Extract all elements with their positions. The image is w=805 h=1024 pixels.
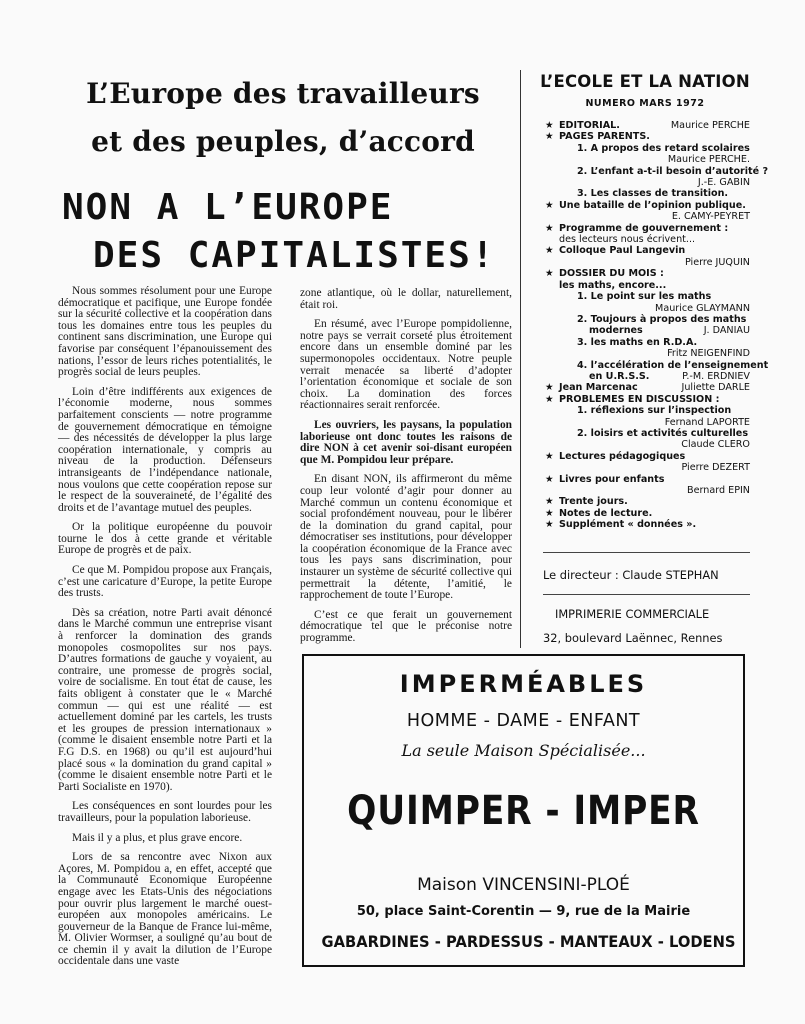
table-of-contents [545, 120, 769, 531]
star-icon [545, 417, 559, 428]
article-paragraph: En résumé, avec l’Europe pompidolienne, notre pays se verrait corseté plus étroitement encore dans un ensemble dominé par les supermonopoles occidentaux. Notre peuple verrait menacée sa liberté d’adopter l’orientation économique et sociale de son choix. La domination des forces réactionnaires serait renforcée. [300, 318, 512, 412]
ad-maison: Maison VINCENSINI-PLOÉ [417, 875, 630, 895]
toc-entry [545, 291, 750, 302]
article-paragraph: Ce que M. Pompidou propose aux Français, c’est une caricature d’Europe, la petite Europe des trusts. [58, 564, 272, 600]
star-icon [545, 325, 559, 336]
article-paragraph: Les ouvriers, les paysans, la population laborieuse ont donc toutes les raisons de dire NON à cet avenir soi-disant européen que M. Pompidou leur prépare. [300, 418, 512, 466]
star-icon [545, 360, 559, 371]
star-icon: ★ [545, 268, 554, 280]
toc-author: Maurice PERCHE. [667, 154, 750, 166]
toc-title: les maths en R.D.A. [590, 336, 698, 348]
toc-entry [545, 223, 750, 234]
toc-title: L’enfant a-t-il besoin d’autorité ? [590, 165, 769, 177]
toc-author: Fernand LAPORTE [664, 416, 750, 428]
toc-entry [545, 211, 750, 222]
star-icon [545, 337, 559, 348]
toc-entry [545, 143, 750, 154]
toc-entry [545, 245, 750, 256]
ad-tagline: La seule Maison Spécialisée... [401, 741, 646, 760]
toc-entry [545, 371, 750, 382]
toc-entry [545, 474, 750, 485]
article-column-left [58, 286, 272, 976]
star-icon [545, 439, 559, 450]
toc-entry [545, 417, 750, 428]
toc-entry [545, 268, 750, 279]
star-icon [545, 291, 559, 302]
toc-entry [545, 177, 750, 188]
toc-subtitle: les maths, encore... [559, 279, 667, 291]
toc-entry [545, 303, 750, 314]
star-icon: ★ [545, 473, 554, 485]
toc-author: Pierre DEZERT [681, 462, 750, 474]
toc-number: 2. [577, 313, 588, 325]
column-divider [520, 70, 521, 648]
ad-products: GABARDINES - PARDESSUS - MANTEAUX - LODENS [321, 932, 736, 951]
toc-title: Jean Marcenac [559, 382, 638, 394]
toc-author: Juliette DARLE [681, 382, 750, 394]
star-icon [545, 280, 559, 291]
toc-title: Le point sur les maths [590, 291, 712, 303]
toc-title: l’accélération de l’enseignement [590, 359, 769, 371]
ad-brand: QUIMPER - IMPER [347, 788, 700, 834]
directeur-line: Le directeur : Claude STEPHAN [543, 568, 719, 582]
toc-title: loisirs et activités culturelles [590, 427, 749, 439]
toc-title: Livres pour enfants [559, 473, 665, 485]
toc-title: DOSSIER DU MOIS : [559, 268, 664, 280]
star-icon [545, 188, 559, 199]
toc-entry [545, 325, 750, 336]
toc-entry [545, 120, 750, 131]
star-icon [545, 166, 559, 177]
toc-author: J.-E. GABIN [697, 177, 750, 189]
toc-title: réflexions sur l’inspection [590, 405, 732, 417]
toc-entry [545, 165, 769, 177]
headline-line-3: NON A L’EUROPE [62, 187, 394, 228]
imprimerie-name: IMPRIMERIE COMMERCIALE [555, 607, 710, 621]
divider [543, 552, 750, 553]
ad-title: IMPERMÉABLES [399, 670, 648, 698]
toc-entry [545, 508, 750, 519]
toc-author: Claude CLERO [681, 439, 750, 451]
article-paragraph: zone atlantique, où le dollar, naturellement, était roi. [300, 287, 512, 311]
toc-entry [545, 154, 750, 165]
advertisement-box [302, 654, 745, 967]
toc-entry [545, 359, 769, 371]
toc-title: PROBLEMES EN DISCUSSION : [559, 393, 720, 405]
star-icon [545, 348, 559, 359]
imprimerie-address: 32, boulevard Laënnec, Rennes [543, 631, 723, 645]
star-icon [545, 485, 559, 496]
article-paragraph: Les conséquences en sont lourdes pour les travailleurs, pour la population laborieuse. [58, 800, 272, 824]
toc-entry [545, 348, 750, 359]
toc-entry [545, 462, 750, 473]
star-icon [545, 303, 559, 314]
toc-author: Pierre JUQUIN [684, 256, 750, 268]
star-icon: ★ [545, 120, 554, 131]
star-icon [545, 257, 559, 268]
toc-entry [545, 280, 750, 291]
toc-number: 3. [577, 336, 588, 348]
star-icon [545, 211, 559, 222]
toc-entry [545, 405, 750, 416]
toc-title: Lectures pédagogiques [559, 450, 686, 462]
article-paragraph: C’est ce que ferait un gouvernement démocratique tel que le préconise notre programme. [300, 608, 512, 645]
toc-number: 1. [577, 142, 588, 154]
toc-number: 2. [577, 165, 588, 177]
star-icon: ★ [545, 450, 554, 462]
article-column-middle [300, 288, 512, 653]
star-icon: ★ [545, 519, 554, 531]
toc-title: Une bataille de l’opinion publique. [559, 199, 746, 211]
star-icon [545, 428, 559, 439]
toc-author: Fritz NEIGENFIND [667, 348, 750, 360]
toc-entry [545, 131, 750, 142]
article-paragraph: Nous sommes résolument pour une Europe démocratique et pacifique, une Europe fondée sur la sécurité collective et la coopération dans tous les domaines entre tous les peuples du continent sans discrimination, une Europe qui favorise par conséquent l’épanouissement des nations, l’essor de leurs riches potentialités, le progrès social de leurs peuples. [58, 285, 272, 379]
toc-author: J. DANIAU [703, 325, 750, 337]
toc-entry [545, 428, 750, 439]
toc-number: 2. [577, 427, 588, 439]
toc-entry [545, 451, 750, 462]
star-icon: ★ [545, 393, 554, 405]
ad-address: 50, place Saint-Corentin — 9, rue de la Mairie [356, 904, 691, 919]
toc-entry [545, 234, 750, 245]
toc-title: PAGES PARENTS. [559, 131, 650, 143]
toc-title: A propos des retard scolaires [590, 142, 750, 154]
star-icon: ★ [545, 222, 554, 234]
revue-issue: NUMERO MARS 1972 [585, 98, 705, 109]
toc-title: modernes [589, 325, 643, 337]
toc-entry [545, 519, 750, 530]
article-paragraph: Dès sa création, notre Parti avait dénoncé dans le Marché commun une entreprise visant à renforcer la domination des grands monopoles cosmopolites sur nos pays. D’autres formations de gauche y voyaient, au contraire, une promesse de progrès social, voire de socialisme. En tout état de cause, les faits obligent à constater que le « Marché commun — qui est une réalité — est actuellement dominé par les cartels, les trusts et les groupes de pression internationaux » (comme le disaient ensemble notre Parti et la F.G D.S. en 1968) ou qu’il est aujourd’hui placé sous « la domination du grand capital » (comme le disaient ensemble notre Parti et le Parti Socialiste en 1970). [58, 606, 272, 793]
star-icon: ★ [545, 382, 554, 394]
toc-author: E. CAMY-PEYRET [671, 211, 750, 223]
toc-entry [545, 439, 750, 450]
headline-line-4: DES CAPITALISTES! [93, 235, 496, 276]
star-icon [545, 234, 559, 245]
toc-entry [545, 257, 750, 268]
toc-title: Toujours à propos des maths [590, 313, 747, 325]
star-icon [545, 154, 559, 165]
toc-number: 3. [577, 188, 588, 200]
toc-number: 1. [577, 405, 588, 417]
toc-title: Notes de lecture. [559, 507, 653, 519]
headline-main [48, 184, 518, 280]
divider [543, 594, 750, 595]
toc-entry [545, 394, 750, 405]
star-icon [545, 177, 559, 188]
headline-line-2: et des peuples, d’accord [91, 125, 475, 158]
star-icon [545, 371, 559, 382]
toc-entry [545, 496, 750, 507]
article-paragraph: Or la politique européenne du pouvoir tourne le dos à cette grande et véritable Europe de progrès et de paix. [58, 521, 272, 557]
toc-title: Supplément « données ». [559, 519, 697, 531]
star-icon [545, 143, 559, 154]
toc-title: en U.R.S.S. [589, 370, 650, 382]
article-paragraph: Loin d’être indifférents aux exigences de l’économie moderne, nous sommes parfaitement conscients — notre programme de gouvernement démocratique en témoigne — des nécessités de développer la plus large coopération internationale, y compris au niveau de la production. Défenseurs intransigeants de l’indépendance nationale, nous voulons que cette coopération repose sur le respect de la souveraineté, de l’égalité des droits et de l’avantage mutuel des peuples. [58, 385, 272, 514]
star-icon [545, 314, 559, 325]
article-paragraph: Lors de sa rencontre avec Nixon aux Açores, M. Pompidou a, en effet, accepté que la Communauté Economique Européenne engage avec les Etats-Unis des négociations pour ouvrir plus largement le marché ouest-européen aux monopoles américains. Le gouverneur de la Banque de France lui-même, M. Olivier Wormser, a souligné qu’au bout de ce chemin il y avait la dilution de l’Europe occidentale dans une vaste [58, 851, 272, 968]
toc-entry [545, 382, 750, 393]
star-icon: ★ [545, 507, 554, 519]
toc-title: Trente jours. [559, 496, 628, 508]
toc-title: Colloque Paul Langevin [559, 245, 686, 257]
star-icon: ★ [545, 245, 554, 257]
toc-subtitle: des lecteurs nous écrivent... [559, 234, 696, 246]
toc-title: EDITORIAL. [559, 120, 620, 131]
toc-author: Bernard EPIN [687, 485, 750, 496]
ad-subtitle: HOMME - DAME - ENFANT [406, 711, 641, 731]
article-paragraph: En disant NON, ils affirmeront du même coup leur volonté d’agir pour donner au Marché commun un contenu économique et social profondément nouveau, pour le libérer de la domination du grand capital, pour démocratiser ses institutions, pour développer la coopération économique de la France avec tous les pays sans discrimination, pour instaurer un système de sécurité collective qui permettrait la détente, l’amitié, le rapprochement de toute l’Europe. [300, 473, 512, 602]
toc-entry [545, 314, 750, 325]
headline-line-1: L’Europe des travailleurs [86, 77, 480, 110]
toc-entry [545, 485, 750, 496]
article-paragraph: Mais il y a plus, et plus grave encore. [72, 831, 243, 844]
toc-entry [545, 200, 750, 211]
headline-top [48, 70, 518, 166]
revue-title: L’ECOLE ET LA NATION [540, 72, 750, 91]
star-icon: ★ [545, 199, 554, 211]
toc-title: Les classes de transition. [590, 188, 729, 200]
toc-author: P.-M. ERDNIEV [682, 370, 750, 382]
toc-author: Maurice PERCHE [670, 120, 750, 131]
toc-number: 1. [577, 291, 588, 303]
toc-title: Programme de gouvernement : [559, 222, 729, 234]
toc-number: 4. [577, 359, 588, 371]
toc-entry [545, 337, 750, 348]
star-icon: ★ [545, 496, 554, 508]
toc-entry [545, 188, 750, 199]
toc-author: Maurice GLAYMANN [655, 302, 750, 314]
star-icon [545, 462, 559, 473]
star-icon: ★ [545, 131, 554, 143]
star-icon [545, 405, 559, 416]
